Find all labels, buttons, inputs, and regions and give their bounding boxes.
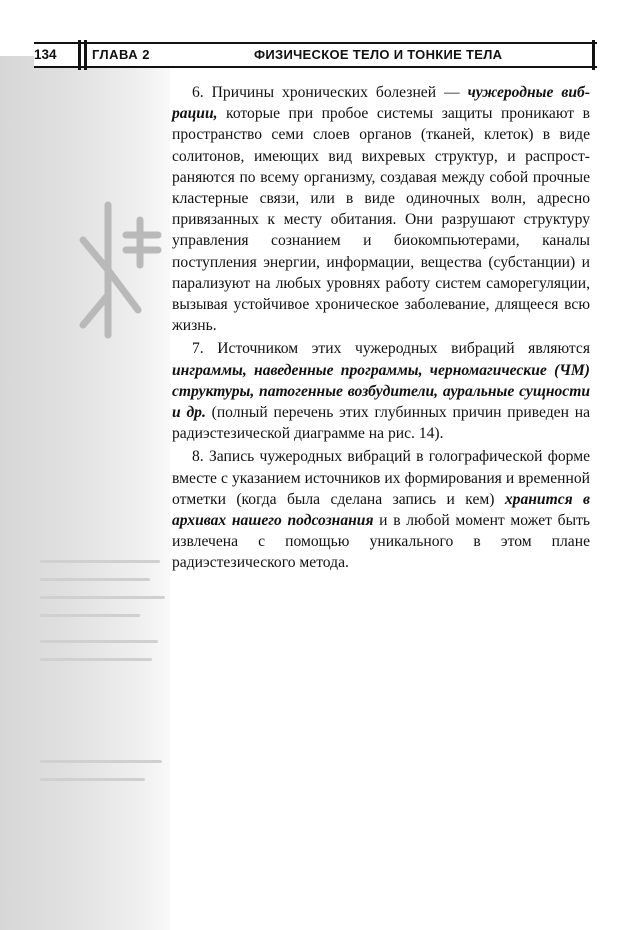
header-divider: [84, 40, 87, 70]
text-run: (полный перечень этих глубинных причин приведен на радиэстезической диаграмме на рис. 14).: [172, 404, 590, 443]
text-run: 8. Запись чужеродных вибраций в голографической форме вместе с указанием источников их формирования и временной отметки (когда была сделана запись и кем): [172, 448, 590, 508]
paragraph: [172, 338, 590, 444]
text-run: 6. Причины хронических болезней —: [192, 84, 468, 101]
faded-sidebar-background: [0, 56, 170, 930]
emphasis-run: инграммы, наведенные программы, черномагические (ЧМ) структуры, патогенные возбудители, ауральные сущности и др.: [172, 361, 590, 422]
page-header: [34, 42, 597, 68]
header-divider: [592, 40, 595, 70]
paragraph: [172, 82, 590, 336]
emphasis-run: чужеродные вибрации,: [172, 84, 591, 123]
running-title: ФИЗИЧЕСКОЕ ТЕЛО И ТОНКИЕ ТЕЛА: [254, 47, 503, 62]
text-run: и в любой момент может быть извлечена с помощью уникального в этом плане радиэстезического метода.: [172, 512, 590, 572]
faded-rune-symbol-icon: [78, 200, 168, 340]
text-run: которые при пробое системы защиты проникают в пространство семи слоев органов (тканей, клеток) в виде солитонов, имеющих вид вихревых структур, и распространяются по всему организму, создавая между собой прочные кластерные связи, или в виде одиночных волн, адресно привязанных к месту обитания. Они разрушают структуру управления сознанием и биокомпьютерами, каналы поступления энергии, информации, вещества (субстанции) и парализуют на любых уровнях работу систем саморегуляции, вызывая устойчивое хроническое заболевание, длящееся всю жизнь.: [172, 105, 590, 335]
text-run: 7. Источником этих чужеродных вибраций являются: [192, 340, 590, 358]
emphasis-run: хранится в архивах нашего подсознания: [172, 490, 590, 530]
page-number: 134: [34, 47, 57, 62]
header-divider: [78, 40, 81, 70]
body-text: [172, 82, 590, 576]
chapter-label: ГЛАВА 2: [92, 47, 151, 62]
paragraph: [172, 446, 590, 573]
